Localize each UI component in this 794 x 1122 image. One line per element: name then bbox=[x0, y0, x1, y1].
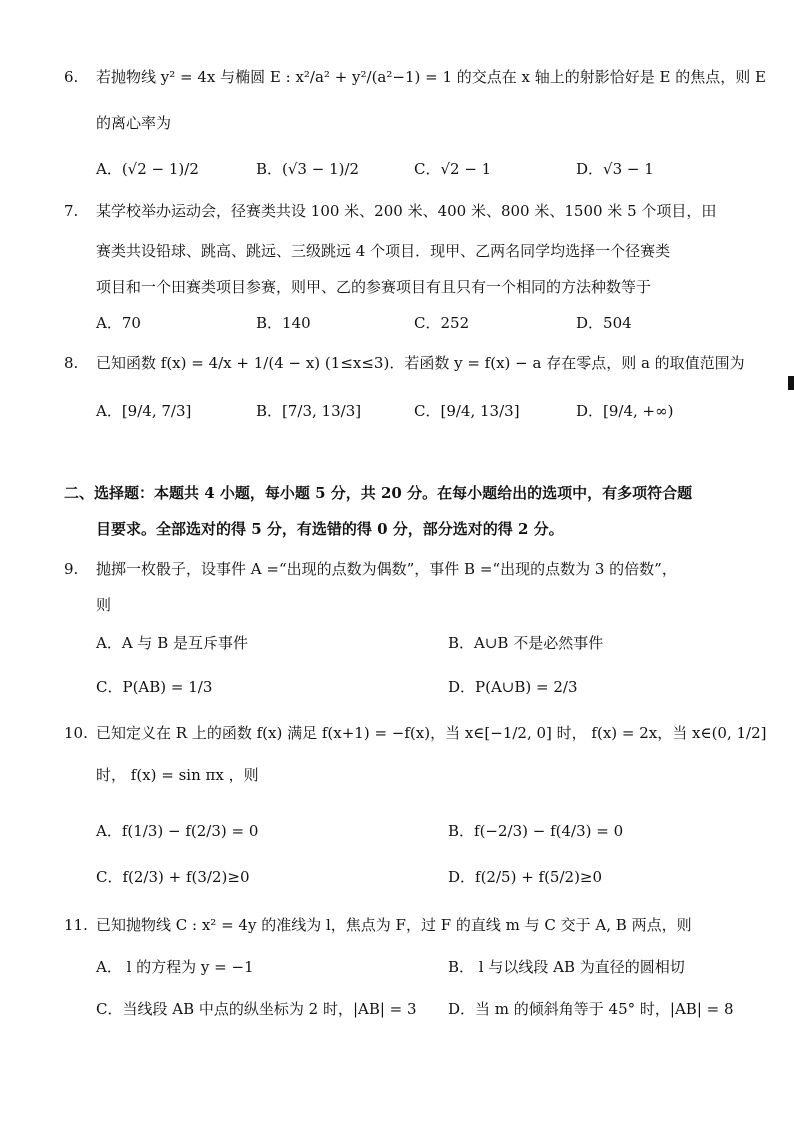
q11-option-d: D．当 m 的倾斜角等于 45° 时，|AB| = 8 bbox=[448, 1000, 734, 1018]
q6-option-d: D．√3 − 1 bbox=[576, 160, 654, 178]
q8-option-b: B．[7/3, 13/3] bbox=[256, 402, 362, 420]
q7-option-d: D．504 bbox=[576, 314, 632, 332]
q10-option-d: D．f(2/5) + f(5/2)≥0 bbox=[448, 868, 603, 886]
question-9-line-1: 9. 抛掷一枚骰子，设事件 A =“出现的点数为偶数”，事件 B =“出现的点数为 3 的倍数”， bbox=[64, 560, 677, 578]
q8-option-c: C．[9/4, 13/3] bbox=[414, 402, 520, 420]
section-2-heading-line-1: 二、选择题：本题共 4 小题，每小题 5 分，共 20 分。在每小题给出的选项中，有多项符合题 bbox=[64, 484, 693, 502]
q10-option-c: C．f(2/3) + f(3/2)≥0 bbox=[96, 868, 250, 886]
question-9-line-2: 则 bbox=[96, 596, 112, 614]
question-6-line-2: 的离心率为 bbox=[96, 114, 172, 132]
q7-option-a: A．70 bbox=[96, 314, 141, 332]
question-number: 8. bbox=[64, 354, 79, 372]
question-number: 7. bbox=[64, 202, 79, 220]
q9-option-b: B．A∪B 不是必然事件 bbox=[448, 634, 604, 652]
q10-option-b: B．f(−2/3) − f(4/3) = 0 bbox=[448, 822, 624, 840]
question-6-line-1: 6. 若抛物线 y² = 4x 与椭圆 E : x²/a² + y²/(a²−1) = 1 的交点在 x 轴上的射影恰好是 E 的焦点，则 E bbox=[64, 68, 766, 86]
q7-option-c: C．252 bbox=[414, 314, 470, 332]
section-2-heading-line-2: 目要求。全部选对的得 5 分，有选错的得 0 分，部分选对的得 2 分。 bbox=[96, 520, 564, 538]
q8-option-a: A．[9/4, 7/3] bbox=[96, 402, 192, 420]
q7-option-b: B．140 bbox=[256, 314, 311, 332]
q6-option-a: A．(√2 − 1)/2 bbox=[96, 160, 199, 178]
question-7-line-3: 项目和一个田赛类项目参赛，则甲、乙的参赛项目有且只有一个相同的方法种数等于 bbox=[96, 278, 652, 296]
q8-option-d: D．[9/4, +∞) bbox=[576, 402, 674, 420]
q9-option-c: C．P(AB) = 1/3 bbox=[96, 678, 213, 696]
question-7-line-1: 7. 某学校举办运动会，径赛类共设 100 米、200 米、400 米、800 米、1500 米 5 个项目，田 bbox=[64, 202, 717, 220]
question-number: 10. bbox=[64, 724, 88, 742]
question-11-line-1: 11. 已知抛物线 C : x² = 4y 的准线为 l，焦点为 F，过 F 的直线 m 与 C 交于 A, B 两点，则 bbox=[64, 916, 692, 934]
question-7-line-2: 赛类共设铅球、跳高、跳远、三级跳远 4 个项目．现甲、乙两名同学均选择一个径赛类 bbox=[96, 242, 671, 260]
q11-option-a: A． l 的方程为 y = −1 bbox=[96, 958, 254, 976]
question-10-line-1: 10. 已知定义在 R 上的函数 f(x) 满足 f(x+1) = −f(x)，当 x∈[−1/2, 0] 时， f(x) = 2x，当 x∈(0, 1/2] bbox=[64, 724, 767, 742]
q9-option-a: A．A 与 B 是互斥事件 bbox=[96, 634, 248, 652]
q11-option-c: C．当线段 AB 中点的纵坐标为 2 时，|AB| = 3 bbox=[96, 1000, 417, 1018]
margin-mark bbox=[788, 376, 794, 390]
q11-option-b: B． l 与以线段 AB 为直径的圆相切 bbox=[448, 958, 685, 976]
question-8-line-1: 8. 已知函数 f(x) = 4/x + 1/(4 − x) (1≤x≤3)．若函数 y = f(x) − a 存在零点，则 a 的取值范围为 bbox=[64, 354, 745, 372]
question-number: 11. bbox=[64, 916, 88, 934]
q10-option-a: A．f(1/3) − f(2/3) = 0 bbox=[96, 822, 259, 840]
question-10-line-2: 时， f(x) = sin πx ，则 bbox=[96, 766, 259, 784]
q9-option-d: D．P(A∪B) = 2/3 bbox=[448, 678, 578, 696]
question-number: 9. bbox=[64, 560, 79, 578]
q6-option-b: B．(√3 − 1)/2 bbox=[256, 160, 360, 178]
question-number: 6. bbox=[64, 68, 79, 86]
q6-option-c: C．√2 − 1 bbox=[414, 160, 492, 178]
